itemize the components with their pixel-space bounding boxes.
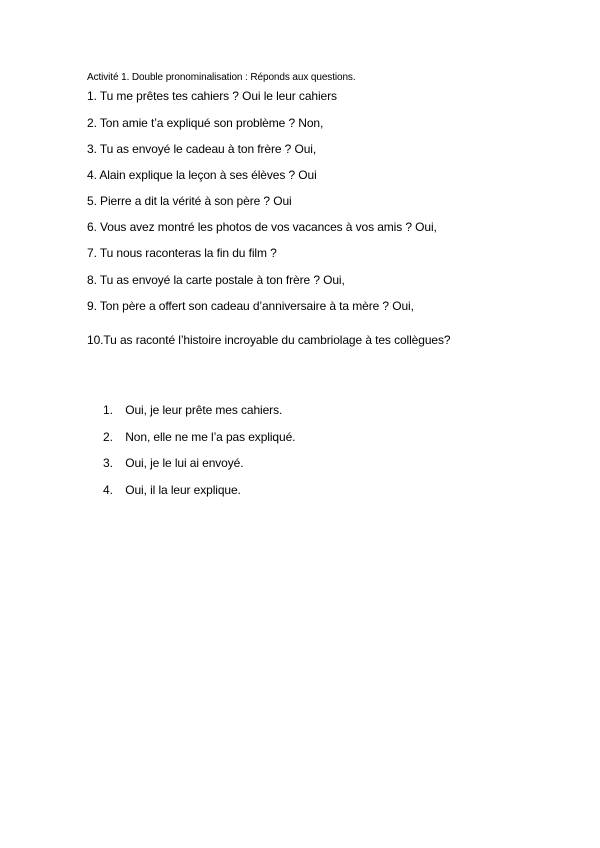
answer-number: 4.: [103, 482, 113, 497]
question-number: 7.: [87, 246, 97, 260]
question-number: 1.: [87, 89, 97, 103]
question-number: 10.: [87, 333, 104, 347]
question-number: 9.: [87, 299, 97, 313]
question-number: 6.: [87, 220, 97, 234]
question-8: [87, 273, 345, 288]
question-number: 4.: [87, 168, 97, 182]
question-2: [87, 116, 323, 131]
question-6: [87, 220, 437, 235]
activity-title: Activité 1. Double pronominalisation : Réponds aux questions.: [87, 72, 356, 83]
question-text: Tu as raconté l’histoire incroyable du cambriolage à tes collègues?: [103, 333, 451, 347]
question-3: [87, 142, 316, 157]
question-number: 8.: [87, 273, 97, 287]
question-text: Vous avez montré les photos de vos vacances à vos amis ? Oui,: [100, 220, 437, 234]
answer-text: Oui, il la leur explique.: [125, 482, 241, 497]
answer-number: 3.: [103, 456, 113, 470]
answer-text: Oui, je le lui ai envoyé.: [125, 456, 244, 470]
answers-list: [103, 403, 295, 509]
question-number: 3.: [87, 142, 97, 156]
question-text: Tu me prêtes tes cahiers ? Oui le leur cahiers: [99, 89, 337, 103]
question-5: [87, 194, 292, 209]
question-number: 5.: [87, 194, 97, 208]
question-10: [87, 333, 450, 348]
question-text: Pierre a dit la vérité à son père ? Oui: [100, 194, 292, 208]
question-text: Alain explique la leçon à ses élèves ? Oui: [99, 168, 317, 182]
question-7: [87, 246, 277, 261]
question-number: 2.: [87, 116, 97, 130]
answer-item: [103, 483, 295, 510]
answer-item: [103, 456, 295, 483]
question-text: Ton père a offert son cadeau d’anniversaire à ta mère ? Oui,: [99, 299, 414, 313]
question-text: Tu nous raconteras la fin du film ?: [99, 246, 277, 260]
answer-text: Non, elle ne me l’a pas expliqué.: [125, 429, 296, 444]
answer-item: [103, 430, 295, 457]
question-1: [87, 89, 337, 104]
answer-item: [103, 403, 295, 430]
question-9: [87, 299, 414, 314]
question-text: Ton amie t’a expliqué son problème ? Non,: [99, 116, 324, 130]
answer-number: 2.: [103, 429, 113, 444]
question-4: [87, 168, 317, 183]
answer-text: Oui, je leur prête mes cahiers.: [125, 403, 283, 417]
answer-number: 1.: [103, 403, 113, 417]
question-text: Tu as envoyé la carte postale à ton frère ? Oui,: [99, 273, 345, 287]
question-text: Tu as envoyé le cadeau à ton frère ? Oui,: [99, 142, 317, 156]
